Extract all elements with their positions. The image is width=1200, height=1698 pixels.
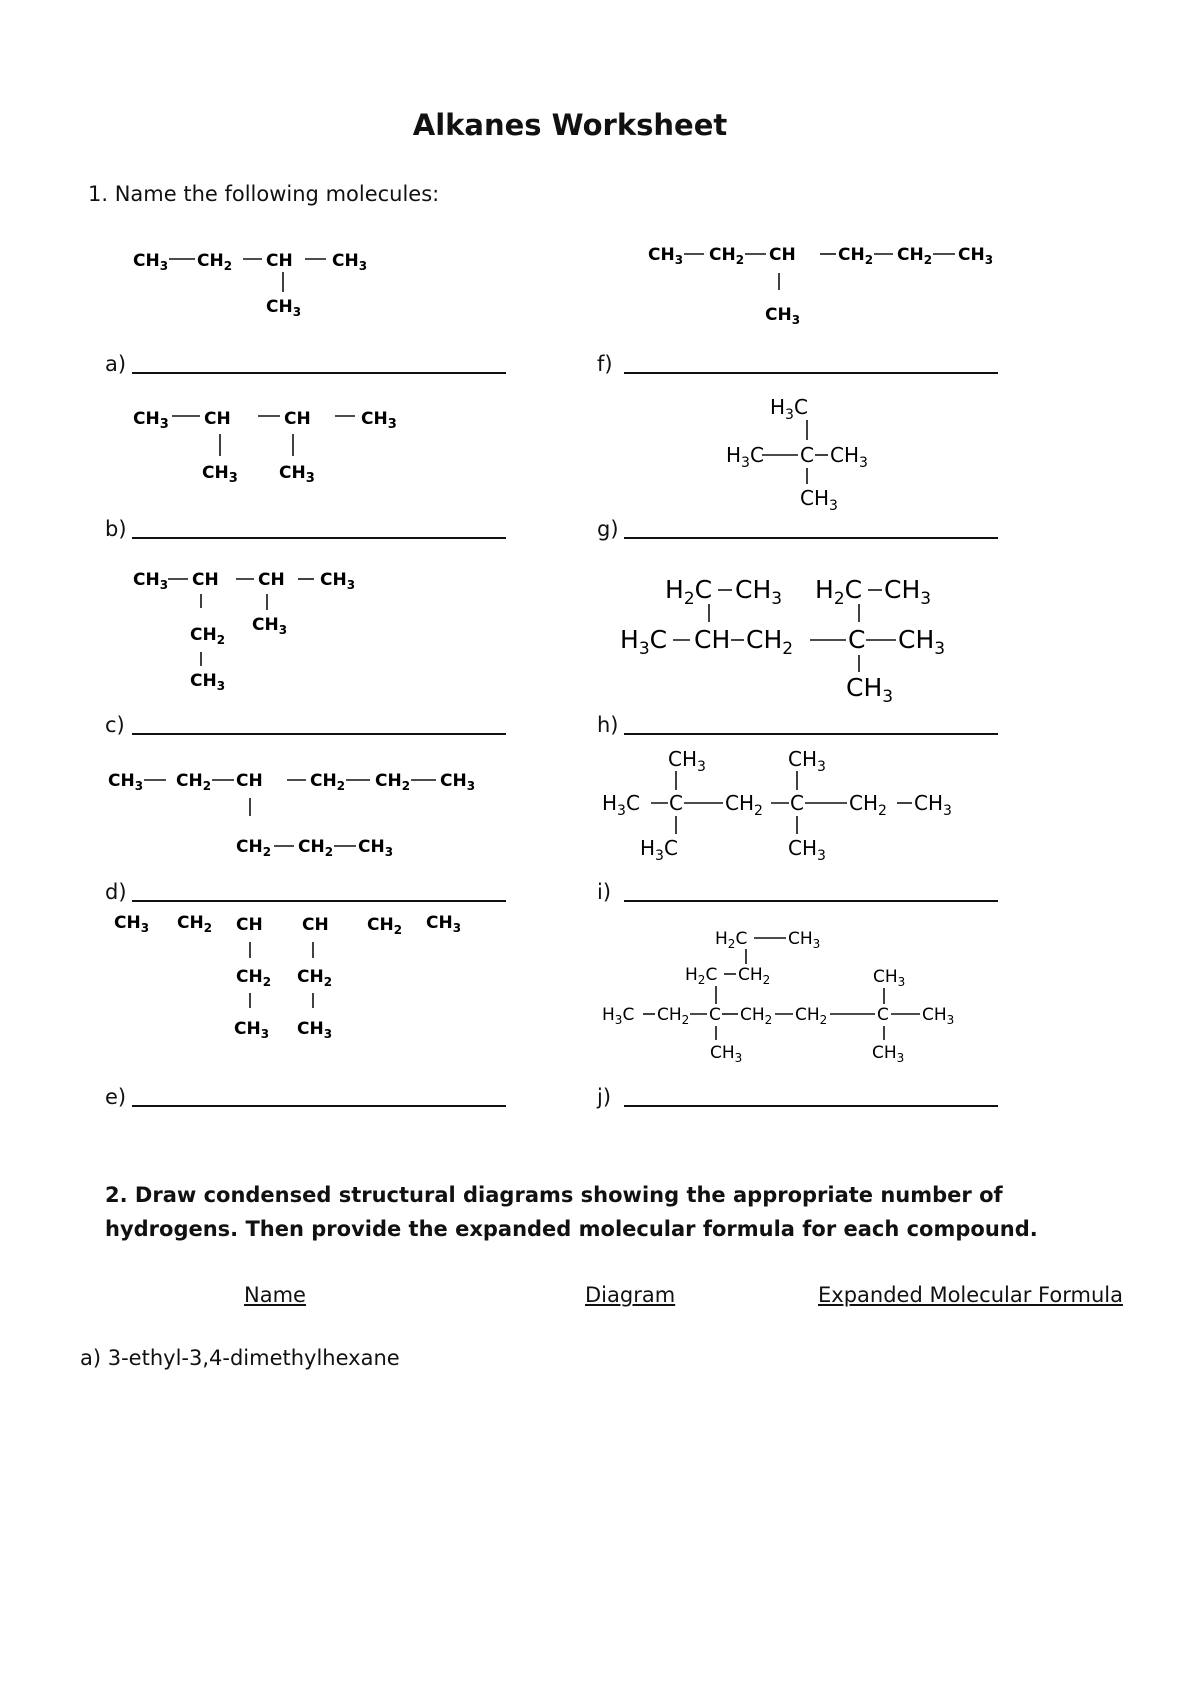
svg-text:CH2: $CH_2$ (795, 1005, 828, 1027)
svg-text:CH3: $CH_3$ (114, 913, 150, 935)
svg-text:CH3: $CH_3$ (873, 967, 906, 989)
svg-text:CH3: $CH_3$ (202, 463, 238, 486)
answer-label-i: i) (597, 880, 612, 904)
svg-text:CH: CH (236, 915, 263, 935)
answer-label-j: j) (597, 1085, 612, 1109)
answer-label-d: d) (105, 880, 127, 904)
svg-text:H2C: $H_2C$ (665, 575, 713, 609)
svg-text:CH2: $CH_2$ (177, 913, 213, 935)
svg-text:CH3: $CH_3$ (297, 1019, 333, 1041)
svg-text:CH3: $CH_3$ (788, 747, 826, 775)
svg-text:CH2: $CH_2$ (849, 791, 887, 819)
svg-text:CH2: $CH_2$ (297, 967, 333, 989)
svg-text:CH3: $CH_3$ (668, 747, 706, 775)
svg-text:CH3: $CH_3$ (426, 913, 462, 935)
svg-text:H2C: $H_2C$ (715, 929, 748, 951)
svg-text:CH3: $CH_3$ (440, 771, 476, 793)
svg-text:CH3: $CH_3$ (266, 297, 302, 319)
svg-text:H3C: $H_3C$ (602, 791, 640, 819)
svg-text:C: C (709, 1005, 721, 1025)
svg-text:CH3: $CH_3$ (765, 305, 801, 327)
answer-label-g: g) (597, 517, 619, 541)
svg-text:CH3: $CH_3$ (922, 1005, 955, 1027)
svg-text:CH2: $CH_2$ (746, 625, 794, 659)
svg-text:C: C (848, 625, 866, 654)
molecule-f (648, 245, 993, 327)
svg-text:CH2: $CH_2$ (897, 245, 933, 267)
column-header-name: Name (244, 1283, 306, 1307)
svg-text:C: C (669, 791, 683, 815)
svg-text:CH3: $CH_3$ (234, 1019, 270, 1041)
svg-text:CH2: $CH_2$ (310, 771, 346, 793)
svg-text:H3C: $H_3C$ (726, 443, 764, 471)
answer-label-h: h) (597, 713, 619, 737)
svg-text:CH3: $CH_3$ (788, 929, 821, 951)
svg-text:CH3: $CH_3$ (914, 791, 952, 819)
svg-text:CH2: $CH_2$ (709, 245, 745, 267)
molecule-d (108, 771, 475, 859)
column-header-formula: Expanded Molecular Formula (818, 1283, 1123, 1307)
molecule-a (133, 251, 367, 319)
svg-text:CH3: $CH_3$ (710, 1043, 743, 1065)
svg-text:CH3: $CH_3$ (788, 836, 826, 864)
svg-text:CH3: $CH_3$ (252, 615, 288, 637)
svg-text:CH2: $CH_2$ (236, 967, 272, 989)
molecule-c (133, 570, 355, 693)
svg-text:CH2: $CH_2$ (725, 791, 763, 819)
molecule-h (620, 575, 945, 707)
svg-text:CH2: $CH_2$ (838, 245, 874, 267)
svg-text:CH2: $CH_2$ (740, 1005, 773, 1027)
svg-text:CH3: $CH_3$ (279, 463, 315, 486)
svg-text:CH3: $CH_3$ (361, 409, 397, 432)
molecule-b (133, 409, 397, 486)
svg-text:CH2: $CH_2$ (298, 837, 334, 859)
svg-text:CH2: $CH_2$ (176, 771, 212, 793)
svg-text:CH3: $CH_3$ (190, 671, 226, 693)
svg-text:CH2: $CH_2$ (375, 771, 411, 793)
svg-text:CH: CH (302, 915, 329, 935)
svg-text:H2C: $H_2C$ (815, 575, 863, 609)
svg-text:CH2: $CH_2$ (190, 625, 226, 647)
svg-text:CH: CH (192, 570, 219, 590)
svg-text:CH2: $CH_2$ (236, 837, 272, 859)
svg-text:CH3: $CH_3$ (320, 570, 356, 592)
svg-text:CH3: $CH_3$ (133, 251, 169, 273)
svg-text:H3C: $H_3C$ (602, 1005, 635, 1027)
svg-text:CH3: $CH_3$ (958, 245, 994, 267)
molecule-g (726, 395, 868, 514)
answer-label-f: f) (597, 352, 613, 376)
molecule-i (602, 747, 952, 864)
svg-text:CH2: $CH_2$ (197, 251, 233, 273)
svg-text:CH: CH (284, 409, 311, 429)
svg-text:CH3: $CH_3$ (884, 575, 932, 609)
question-2-line-1: 2. Draw condensed structural diagrams showing the appropriate number of (105, 1183, 1003, 1207)
worksheet-title: Alkanes Worksheet (412, 108, 728, 142)
molecule-j (602, 929, 954, 1065)
svg-text:CH: CH (204, 409, 231, 429)
svg-text:CH: CH (694, 625, 731, 654)
svg-text:CH: CH (258, 570, 285, 590)
answer-label-b: b) (105, 517, 127, 541)
svg-text:CH3: $CH_3$ (108, 771, 144, 793)
svg-text:CH3: $CH_3$ (735, 575, 783, 609)
svg-text:CH3: $CH_3$ (358, 837, 394, 859)
column-header-diagram: Diagram (585, 1283, 676, 1307)
molecule-e (114, 913, 461, 1041)
svg-text:CH3: $CH_3$ (872, 1043, 905, 1065)
svg-text:CH3: $CH_3$ (800, 486, 838, 514)
svg-text:CH2: $CH_2$ (738, 965, 771, 987)
svg-text:C: C (800, 443, 814, 467)
answer-label-e: e) (105, 1085, 127, 1109)
svg-text:CH3: $CH_3$ (332, 251, 368, 273)
svg-text:CH: CH (236, 771, 263, 791)
svg-text:H3C: $H_3C$ (620, 625, 668, 659)
svg-text:CH2: $CH_2$ (657, 1005, 690, 1027)
svg-text:CH2: $CH_2$ (367, 915, 403, 937)
answer-label-a: a) (105, 352, 127, 376)
svg-text:H3C: $H_3C$ (640, 836, 678, 864)
svg-text:CH: CH (769, 245, 796, 265)
part-2-item-a: a) 3-ethyl-3,4-dimethylhexane (80, 1346, 400, 1370)
svg-text:H2C: $H_2C$ (685, 965, 718, 987)
svg-text:H3C: $H_3C$ (770, 395, 808, 423)
question-2-prompt (105, 1178, 1065, 1246)
svg-text:CH3: $CH_3$ (898, 625, 946, 659)
svg-text:CH3: $CH_3$ (648, 245, 684, 267)
svg-text:CH: CH (266, 251, 293, 271)
svg-text:CH3: $CH_3$ (133, 570, 169, 592)
question-2-line-2: hydrogens. Then provide the expanded molecular formula for each compound. (105, 1217, 1038, 1241)
svg-text:CH3: $CH_3$ (846, 673, 894, 707)
svg-text:C: C (877, 1005, 889, 1025)
answer-label-c: c) (105, 713, 125, 737)
question-1-prompt: 1. Name the following molecules: (88, 182, 440, 206)
svg-text:C: C (790, 791, 804, 815)
svg-text:CH3: $CH_3$ (133, 409, 169, 432)
svg-text:CH3: $CH_3$ (830, 443, 868, 471)
